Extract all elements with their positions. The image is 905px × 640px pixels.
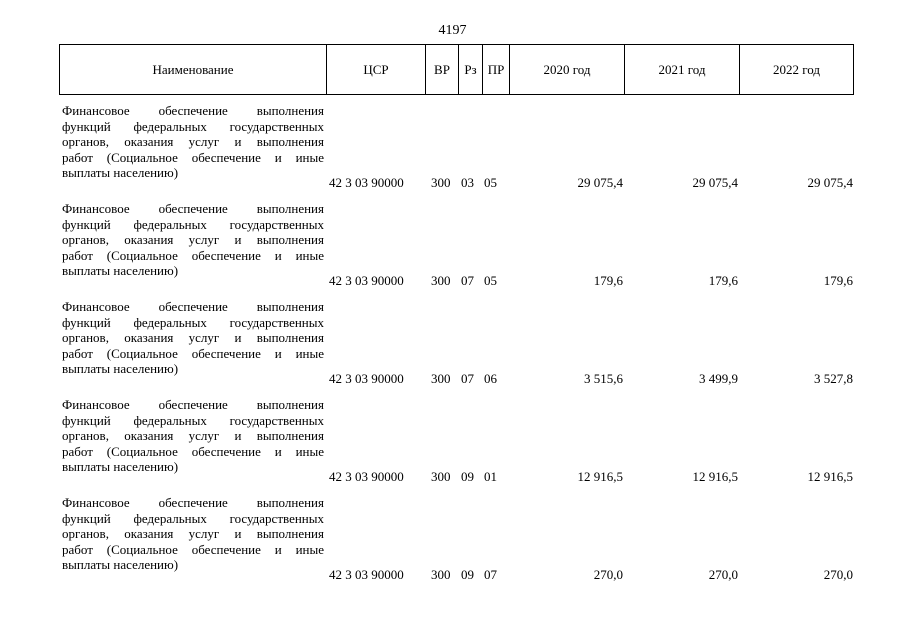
description-line: Финансовое обеспечение выполнения [62, 397, 324, 412]
row-description [62, 397, 324, 475]
cell-pr: 06 [484, 371, 497, 386]
cell-2021: 179,6 [708, 273, 738, 288]
table-row [0, 495, 905, 585]
cell-2020: 270,0 [593, 567, 623, 582]
header-csr: ЦСР [326, 45, 425, 94]
cell-vr: 300 [431, 567, 451, 582]
cell-2020: 12 916,5 [577, 469, 623, 484]
description-line: Финансовое обеспечение выполнения [62, 299, 324, 314]
description-line: функций федеральных государственных [62, 216, 324, 232]
table-row [0, 201, 905, 291]
table-header [59, 44, 854, 95]
description-line: выплаты населению) [62, 263, 179, 278]
cell-csr: 42 3 03 90000 [329, 371, 404, 386]
cell-rz: 07 [461, 273, 474, 288]
row-description [62, 103, 324, 181]
cell-csr: 42 3 03 90000 [329, 175, 404, 190]
description-line: функций федеральных государственных [62, 118, 324, 134]
description-line: органов, оказания услуг и выполнения [62, 428, 324, 443]
row-description [62, 201, 324, 279]
description-line: выплаты населению) [62, 361, 179, 376]
row-description [62, 495, 324, 573]
header-pr: ПР [482, 45, 509, 94]
cell-vr: 300 [431, 469, 451, 484]
description-line: выплаты населению) [62, 459, 179, 474]
cell-csr: 42 3 03 90000 [329, 469, 404, 484]
description-line: работ (Социальное обеспечение и иные [62, 149, 324, 165]
description-line: органов, оказания услуг и выполнения [62, 526, 324, 541]
description-line: органов, оказания услуг и выполнения [62, 330, 324, 345]
description-line: Финансовое обеспечение выполнения [62, 495, 324, 510]
description-line: работ (Социальное обеспечение и иные [62, 541, 324, 557]
cell-2020: 179,6 [593, 273, 623, 288]
cell-csr: 42 3 03 90000 [329, 567, 404, 582]
header-2020: 2020 год [509, 45, 624, 94]
cell-pr: 07 [484, 567, 497, 582]
table-row [0, 103, 905, 193]
cell-2020: 29 075,4 [577, 175, 623, 190]
description-line: работ (Социальное обеспечение и иные [62, 443, 324, 459]
header-rz: Рз [458, 45, 482, 94]
description-line: работ (Социальное обеспечение и иные [62, 345, 324, 361]
cell-csr: 42 3 03 90000 [329, 273, 404, 288]
cell-2022: 29 075,4 [807, 175, 853, 190]
description-line: функций федеральных государственных [62, 314, 324, 330]
cell-2022: 179,6 [823, 273, 853, 288]
cell-rz: 09 [461, 567, 474, 582]
description-line: Финансовое обеспечение выполнения [62, 103, 324, 118]
cell-rz: 09 [461, 469, 474, 484]
header-2022: 2022 год [739, 45, 853, 94]
cell-2021: 29 075,4 [692, 175, 738, 190]
description-line: функций федеральных государственных [62, 412, 324, 428]
cell-pr: 05 [484, 175, 497, 190]
description-line: работ (Социальное обеспечение и иные [62, 247, 324, 263]
cell-pr: 05 [484, 273, 497, 288]
description-line: органов, оказания услуг и выполнения [62, 232, 324, 247]
page-number: 4197 [438, 23, 467, 38]
cell-2022: 12 916,5 [807, 469, 853, 484]
cell-2020: 3 515,6 [584, 371, 623, 386]
cell-2021: 270,0 [708, 567, 738, 582]
description-line: выплаты населению) [62, 165, 179, 180]
cell-vr: 300 [431, 273, 451, 288]
table-row [0, 299, 905, 389]
description-line: органов, оказания услуг и выполнения [62, 134, 324, 149]
cell-2021: 12 916,5 [692, 469, 738, 484]
description-line: функций федеральных государственных [62, 510, 324, 526]
description-line: выплаты населению) [62, 557, 179, 572]
cell-rz: 07 [461, 371, 474, 386]
cell-rz: 03 [461, 175, 474, 190]
cell-2022: 270,0 [823, 567, 853, 582]
header-2021: 2021 год [624, 45, 739, 94]
row-description [62, 299, 324, 377]
header-name: Наименование [152, 61, 234, 77]
table-row [0, 397, 905, 487]
cell-pr: 01 [484, 469, 497, 484]
header-vr: ВР [425, 45, 458, 94]
cell-2022: 3 527,8 [814, 371, 853, 386]
cell-vr: 300 [431, 175, 451, 190]
description-line: Финансовое обеспечение выполнения [62, 201, 324, 216]
cell-2021: 3 499,9 [699, 371, 738, 386]
cell-vr: 300 [431, 371, 451, 386]
